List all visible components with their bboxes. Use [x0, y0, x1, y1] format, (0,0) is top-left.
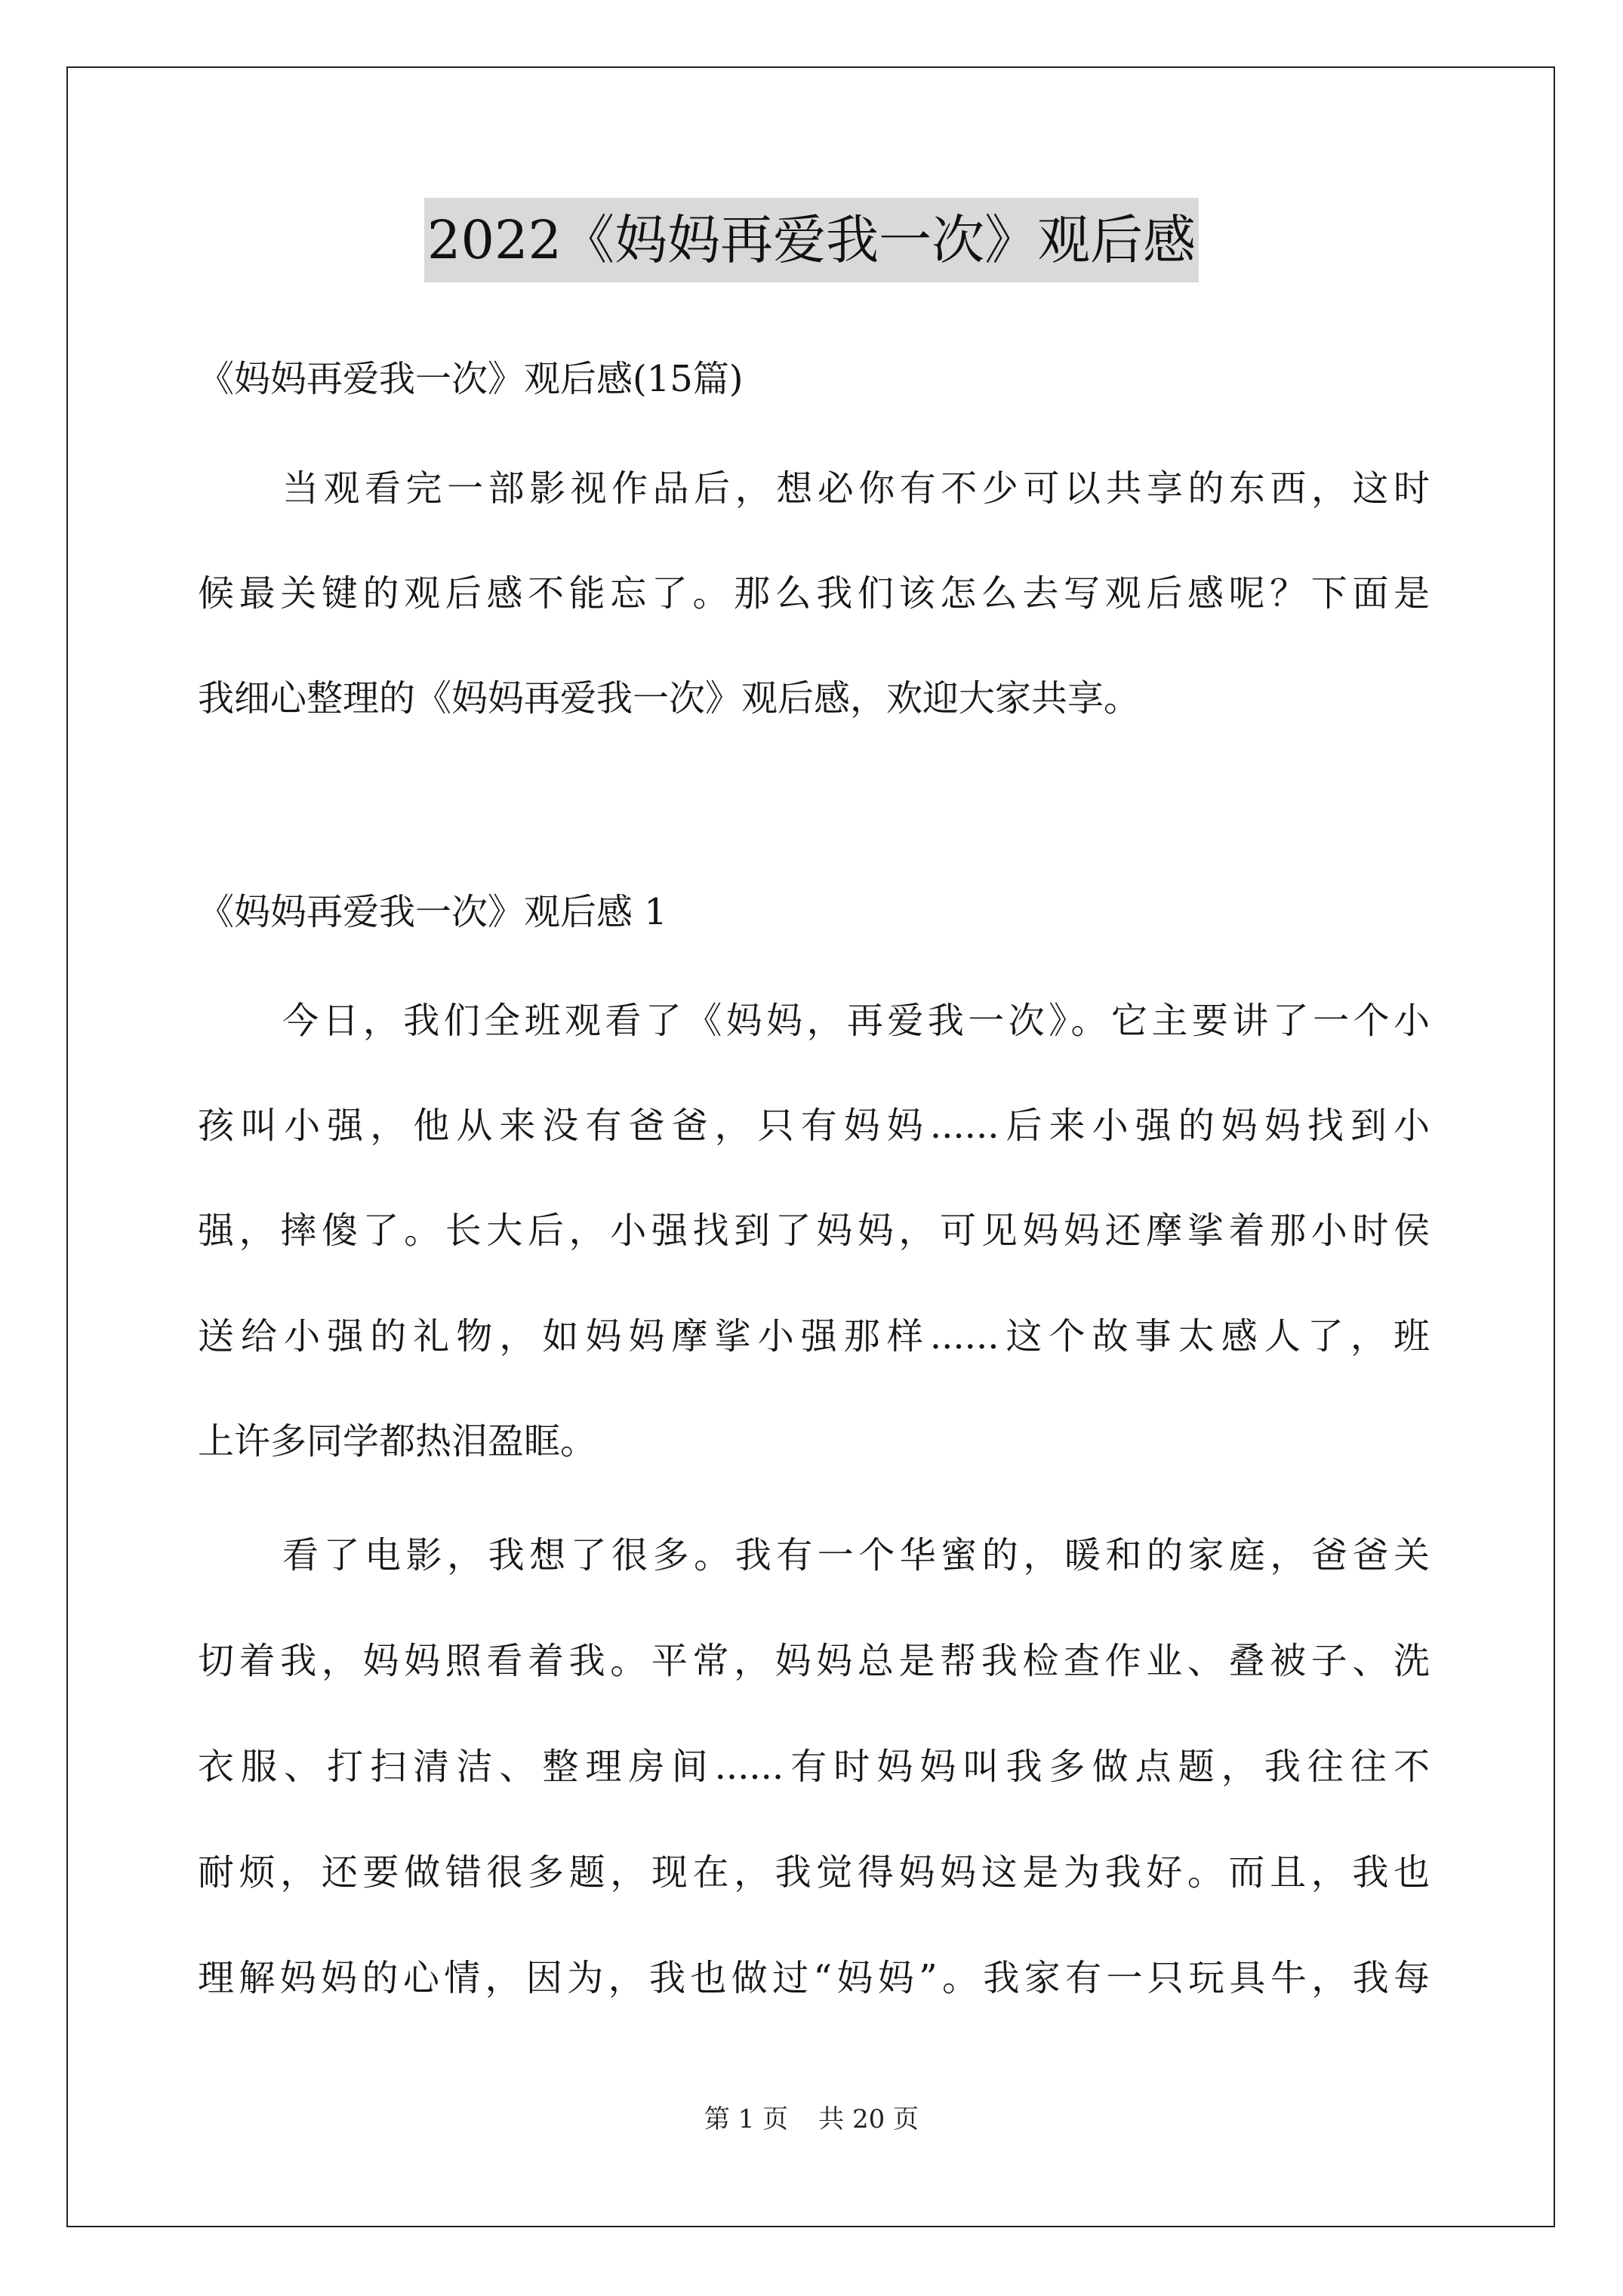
paragraph-line: 耐烦，还要做错很多题，现在，我觉得妈妈这是为我好。而且，我也 — [198, 1851, 1430, 1894]
paragraph-line: 今日，我们全班观看了《妈妈，再爱我一次》。它主要讲了一个小 — [282, 1000, 1430, 1042]
paragraph-line: 看了电影，我想了很多。我有一个华蜜的，暖和的家庭，爸爸关 — [282, 1534, 1430, 1576]
intro-line: 候最关键的观后感不能忘了。那么我们该怎么去写观后感呢？下面是 — [198, 572, 1430, 615]
document-subtitle: 《妈妈再爱我一次》观后感(15篇) — [198, 358, 744, 400]
paragraph-line: 衣服、打扫清洁、整理房间......有时妈妈叫我多做点题，我往往不 — [198, 1746, 1430, 1788]
paragraph-line: 切着我，妈妈照看着我。平常，妈妈总是帮我检查作业、叠被子、洗 — [198, 1640, 1430, 1682]
intro-line: 当观看完一部影视作品后，想必你有不少可以共享的东西，这时 — [282, 467, 1430, 510]
paragraph-line: 送给小强的礼物，如妈妈摩挲小强那样......这个故事太感人了，班 — [198, 1315, 1430, 1358]
section-heading: 《妈妈再爱我一次》观后感 1 — [198, 891, 667, 933]
page-number: 第 1 页 — [704, 2104, 789, 2134]
page-footer — [0, 2104, 1623, 2134]
paragraph-line: 上许多同学都热泪盈眶。 — [198, 1420, 597, 1462]
paragraph-line: 强，摔傻了。长大后，小强找到了妈妈，可见妈妈还摩挲着那小时侯 — [198, 1210, 1430, 1252]
title-container — [0, 198, 1623, 282]
intro-line: 我细心整理的《妈妈再爱我一次》观后感，欢迎大家共享。 — [198, 677, 1141, 720]
paragraph-line: 孩叫小强，他从来没有爸爸，只有妈妈......后来小强的妈妈找到小 — [198, 1105, 1430, 1147]
page-total: 共 20 页 — [818, 2104, 919, 2134]
document-title: 2022《妈妈再爱我一次》观后感 — [424, 198, 1199, 282]
paragraph-line: 理解妈妈的心情，因为，我也做过“妈妈”。我家有一只玩具牛，我每 — [198, 1957, 1430, 1999]
